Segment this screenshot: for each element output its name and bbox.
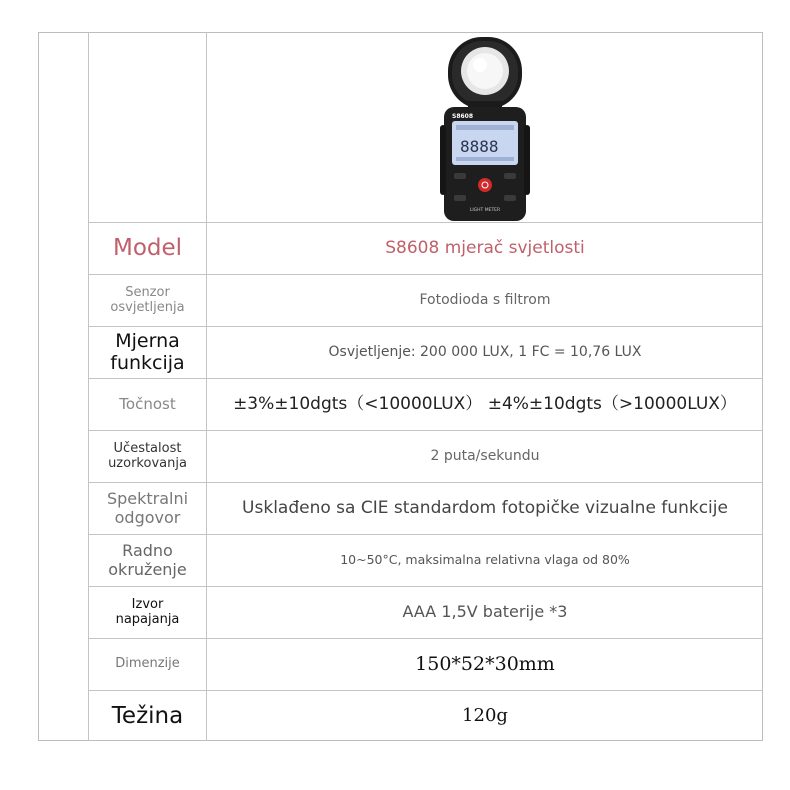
value-sampling-rate: 2 puta/sekundu [430, 448, 540, 465]
light-meter-illustration [440, 35, 530, 221]
label-sensor: Senzor osvjetljenja [110, 284, 185, 315]
label-accuracy: Točnost [119, 394, 176, 413]
hold-button[interactable] [454, 195, 466, 201]
label-model: Model [112, 235, 183, 262]
max-button[interactable] [504, 195, 516, 201]
label-dimensions: Dimenzije [115, 656, 180, 672]
value-dimensions: 150*52*30mm [415, 652, 555, 675]
backlight-button[interactable] [504, 173, 516, 179]
mode-button[interactable] [454, 173, 466, 179]
label-sampling-rate: Učestalost uzorkovanja [108, 440, 187, 471]
value-sensor: Fotodioda s filtrom [419, 292, 551, 309]
value-power-source: AAA 1,5V baterije *3 [402, 602, 568, 622]
product-photo [207, 33, 763, 222]
label-measurement-function: Mjerna funkcija [110, 329, 185, 374]
label-spectral-response: Spektralni odgovor [106, 489, 189, 527]
power-icon[interactable] [478, 178, 492, 192]
value-measurement-function: Osvjetljenje: 200 000 LUX, 1 FC = 10,76 LUX [328, 344, 642, 361]
device-brand-label: S8608 [452, 112, 474, 120]
lcd-digits: 8888 [460, 136, 499, 156]
label-operating-environment: Radno okruženje [108, 541, 187, 579]
device-caption: LIGHT METER [469, 207, 501, 213]
label-power-source: Izvor napajanja [115, 596, 180, 627]
value-spectral-response: Usklađeno sa CIE standardom fotopičke vizualne funkcije [242, 497, 728, 518]
value-accuracy: ±3%±10dgts（<10000LUX） ±4%±10dgts（>10000LUX） [233, 393, 737, 414]
value-operating-environment: 10~50°C, maksimalna relativna vlaga od 80% [340, 552, 630, 568]
value-model: S8608 mjerač svjetlosti [385, 237, 585, 258]
label-weight: Težina [111, 702, 184, 729]
value-weight: 120g [462, 704, 508, 726]
